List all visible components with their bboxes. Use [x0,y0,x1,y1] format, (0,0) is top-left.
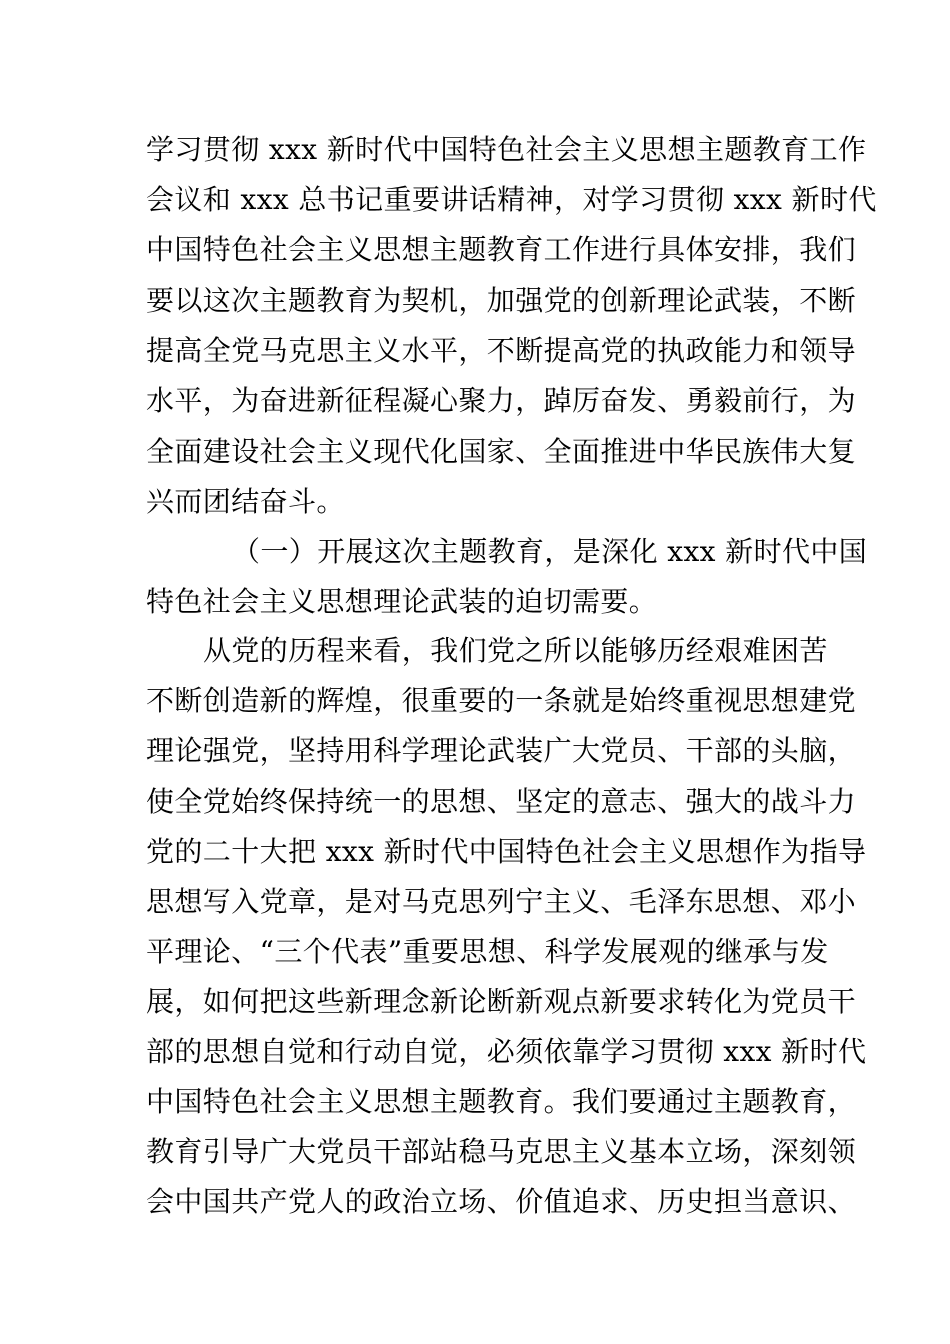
text-line: 教育引导广大党员干部站稳马克思主义基本立场，深刻领 [146,1135,857,1168]
section-heading: （一）开展这次主题教育，是深化 xxx 新时代中国 [232,535,868,568]
text-line: 中国特色社会主义思想主题教育。我们要通过主题教育， [146,1085,857,1118]
paragraph-start: 从党的历程来看，我们党之所以能够历经艰难困苦 [203,634,828,667]
text-line: 提高全党马克思主义水平，不断提高党的执政能力和领导 [146,334,857,367]
text-line: 思想写入党章，是对马克思列宁主义、毛泽东思想、邓小 [146,885,857,918]
text-line: 水平，为奋进新征程凝心聚力，踔厉奋发、勇毅前行，为 [146,384,857,417]
text-line: 平理论、“三个代表”重要思想、科学发展观的继承与发 [146,935,829,968]
text-line: 要以这次主题教育为契机，加强党的创新理论武装，不断 [146,284,857,317]
text-line: 中国特色社会主义思想主题教育工作进行具体安排，我们 [146,233,857,266]
text-line: 党的二十大把 xxx 新时代中国特色社会主义思想作为指导 [146,835,867,868]
text-line: 展，如何把这些新理念新论断新观点新要求转化为党员干 [146,985,857,1018]
text-line: 会中国共产党人的政治立场、价值追求、历史担当意识、 [146,1185,857,1218]
text-line: 学习贯彻 xxx 新时代中国特色社会主义思想主题教育工作 [146,133,867,166]
text-line: 会议和 xxx 总书记重要讲话精神，对学习贯彻 xxx 新时代 [146,183,877,216]
text-line: 理论强党，坚持用科学理论武装广大党员、干部的头脑， [146,734,857,767]
text-line: 部的思想自觉和行动自觉，必须依靠学习贯彻 xxx 新时代 [146,1035,867,1068]
section-heading-continuation: 特色社会主义思想理论武装的迫切需要。 [146,585,658,618]
text-line: 使全党始终保持统一的思想、坚定的意志、强大的战斗力 [146,785,857,818]
text-line: 兴而团结奋斗。 [146,485,345,518]
text-line: 不断创造新的辉煌，很重要的一条就是始终重视思想建党 [146,684,857,717]
text-line: 全面建设社会主义现代化国家、全面推进中华民族伟大复 [146,435,857,468]
